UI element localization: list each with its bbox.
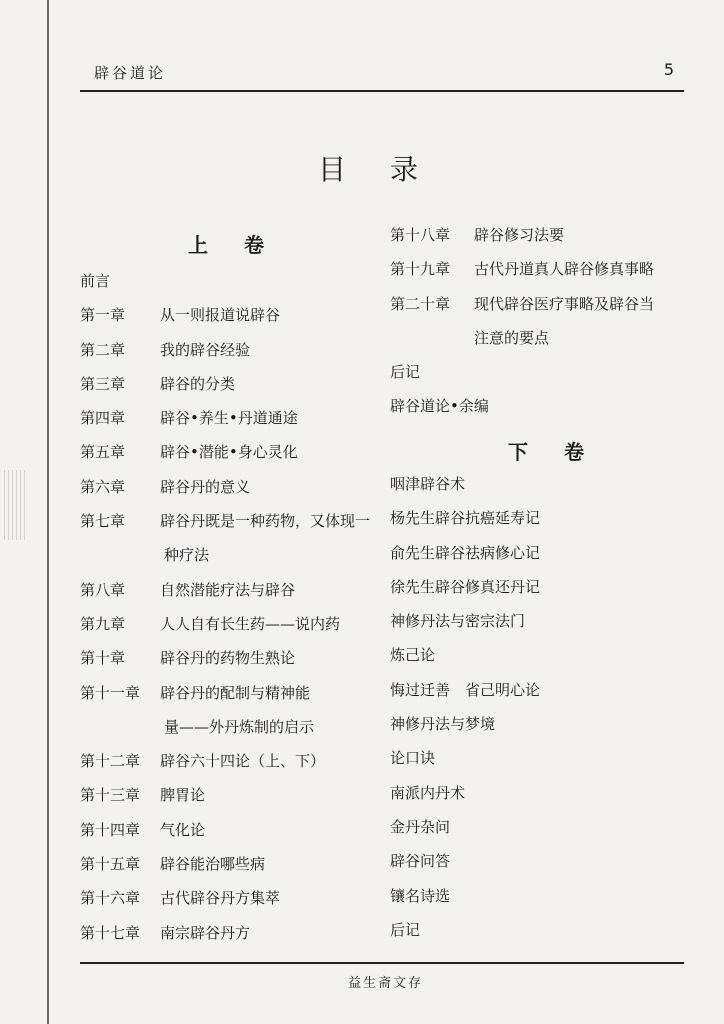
- chapter-number: 第十五章: [80, 855, 141, 874]
- chapter-number: 第十一章: [80, 683, 141, 702]
- chapter-title: 自然潜能疗法与辟谷: [160, 580, 296, 599]
- toc-entry: 炼己论: [390, 646, 436, 665]
- toc-entry: [80, 916, 380, 950]
- chapter-title: 辟谷丹的药物生熟论: [160, 649, 296, 668]
- chapter-title: 辟谷丹的意义: [160, 477, 251, 496]
- chapter-number: 第二十章: [390, 294, 451, 313]
- chapter-number: 第九章: [80, 614, 126, 633]
- upper-volume-heading: 上卷: [188, 233, 300, 257]
- toc-entry: [80, 573, 380, 607]
- toc-entry: [80, 367, 380, 401]
- chapter-title: 辟谷的分类: [160, 374, 236, 393]
- footer-text: 益生斋文存: [348, 976, 424, 991]
- toc-entry: [80, 710, 380, 744]
- chapter-title: 辟谷六十四论（上、下）: [160, 752, 326, 771]
- toc-entry: [80, 264, 380, 298]
- toc-entry: [80, 470, 380, 504]
- chapter-number: 第六章: [80, 477, 126, 496]
- chapter-number: 第十九章: [390, 260, 451, 279]
- toc-entry: 辟谷问答: [390, 852, 451, 871]
- upper-volume-list: [80, 264, 380, 950]
- toc-entry: 杨先生辟谷抗癌延寿记: [390, 509, 541, 528]
- chapter-title: 古代辟谷丹方集萃: [160, 889, 281, 908]
- chapter-number: 第十三章: [80, 786, 141, 805]
- chapter-title: 现代辟谷医疗事略及辟谷当: [474, 294, 655, 313]
- chapter-title: 辟谷能治哪些病: [160, 855, 266, 874]
- chapter-number: 第八章: [80, 580, 126, 599]
- chapter-title: 辟谷•潜能•身心灵化: [160, 443, 298, 462]
- toc-entry: [80, 847, 380, 881]
- chapter-title: 注意的要点: [474, 328, 550, 347]
- chapter-title: 南宗辟谷丹方: [160, 923, 251, 942]
- footer-rule: [80, 962, 684, 964]
- toc-entry: 悔过迁善 省己明心论: [390, 680, 541, 699]
- toc-entry: [80, 881, 380, 915]
- chapter-title: 量——外丹炼制的启示: [164, 717, 315, 736]
- chapter-title: 前言: [80, 272, 111, 290]
- chapter-title: 辟谷•养生•丹道通途: [160, 409, 298, 428]
- toc-entry: 镶名诗选: [390, 886, 451, 905]
- chapter-number: 第十四章: [80, 820, 141, 839]
- chapter-title: 后记: [390, 363, 421, 382]
- toc-entry: [80, 641, 380, 675]
- chapter-number: 第七章: [80, 512, 126, 531]
- chapter-number: 第四章: [80, 409, 126, 428]
- chapter-title: 从一则报道说辟谷: [160, 306, 281, 325]
- toc-entry: 后记: [390, 920, 421, 939]
- lower-volume-heading: 下卷: [508, 440, 620, 464]
- scan-noise: [4, 470, 26, 540]
- chapter-number: 第十八章: [390, 226, 451, 244]
- toc-entry: [390, 321, 690, 355]
- toc-title: 目录: [318, 153, 463, 186]
- toc-entry: [80, 607, 380, 641]
- lower-volume-list: [390, 467, 690, 947]
- chapter-title: 辟谷丹的配制与精神能: [160, 683, 311, 702]
- chapter-number: 第十二章: [80, 752, 141, 771]
- toc-entry: [390, 389, 690, 423]
- toc-entry: [80, 778, 380, 812]
- header-rule: [80, 90, 684, 92]
- toc-entry: [390, 355, 690, 389]
- toc-entry: [390, 252, 690, 286]
- toc-entry: 俞先生辟谷祛病修心记: [390, 543, 541, 562]
- chapter-number: 第三章: [80, 374, 126, 393]
- running-header-title: 辟谷道论: [94, 64, 167, 82]
- toc-entry: [80, 504, 380, 538]
- chapter-title: 人人自有长生药——说内药: [160, 614, 341, 633]
- toc-entry: 南派内丹术: [390, 783, 466, 802]
- toc-entry: [80, 538, 380, 572]
- toc-entry: [390, 218, 690, 252]
- toc-entry: 徐先生辟谷修真还丹记: [390, 577, 541, 596]
- chapter-title: 脾胃论: [160, 786, 206, 805]
- toc-entry: [80, 744, 380, 778]
- chapter-number: 第十六章: [80, 889, 141, 908]
- page-number: 5: [663, 60, 674, 79]
- chapter-title: 辟谷修习法要: [474, 226, 565, 244]
- chapter-title: 辟谷丹既是一种药物，又体现一: [160, 512, 371, 531]
- toc-entry: [80, 298, 380, 332]
- chapter-number: 第一章: [80, 306, 126, 325]
- toc-entry: 神修丹法与密宗法门: [390, 612, 526, 631]
- chapter-title: 辟谷道论•余编: [390, 397, 489, 416]
- chapter-title: 种疗法: [164, 546, 210, 565]
- toc-entry: 金丹杂问: [390, 817, 451, 836]
- chapter-title: 我的辟谷经验: [160, 340, 251, 359]
- chapter-title: 气化论: [160, 820, 206, 839]
- toc-entry: [80, 435, 380, 469]
- toc-entry: 咽津辟谷术: [390, 475, 466, 493]
- toc-entry: [80, 813, 380, 847]
- chapter-number: 第十章: [80, 649, 126, 668]
- toc-entry: [80, 333, 380, 367]
- upper-volume-list-continued: [390, 218, 690, 424]
- toc-entry: 论口诀: [390, 749, 436, 768]
- chapter-number: 第二章: [80, 340, 126, 359]
- chapter-title: 古代丹道真人辟谷修真事略: [474, 260, 655, 279]
- chapter-number: 第十七章: [80, 923, 141, 942]
- toc-entry: 神修丹法与梦境: [390, 715, 496, 734]
- binding-edge: [47, 0, 49, 1024]
- toc-entry: [80, 676, 380, 710]
- toc-entry: [390, 287, 690, 321]
- toc-entry: [80, 401, 380, 435]
- chapter-number: 第五章: [80, 443, 126, 462]
